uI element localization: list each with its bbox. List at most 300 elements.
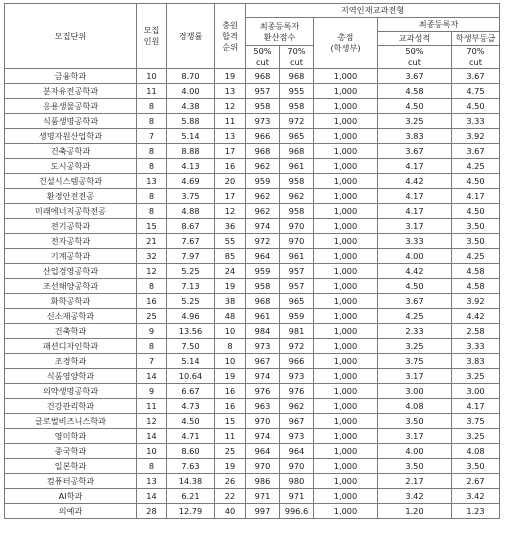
ratio-cell: 5.88	[167, 114, 215, 129]
ratio-cell: 4.50	[167, 414, 215, 429]
grade-70-cut-cell: 3.25	[452, 429, 500, 444]
grade-50-cut-cell: 4.00	[378, 444, 452, 459]
quota-cell: 7	[137, 129, 167, 144]
converted-70-cut-cell: 980	[280, 474, 314, 489]
additional-rank-cell: 25	[215, 444, 246, 459]
header-total-line1: 총점	[337, 32, 354, 42]
additional-rank-cell: 40	[215, 504, 246, 519]
converted-50-cut-cell: 959	[246, 264, 280, 279]
additional-rank-cell: 19	[215, 369, 246, 384]
header-additional-rank	[215, 4, 246, 69]
header-ratio	[167, 4, 215, 69]
additional-rank-cell: 12	[215, 99, 246, 114]
grade-50-cut-cell: 3.67	[378, 144, 452, 159]
header-grade-title: 최종등록자	[378, 18, 500, 32]
additional-rank-cell: 20	[215, 174, 246, 189]
header-addl-line1: 충원	[222, 19, 238, 30]
total-cell: 1,000	[314, 204, 378, 219]
converted-70-cut-cell: 964	[280, 444, 314, 459]
quota-cell: 10	[137, 444, 167, 459]
dept-cell: 조경학과	[5, 354, 137, 369]
total-cell: 1,000	[314, 129, 378, 144]
table-row	[5, 159, 500, 174]
converted-70-cut-cell: 961	[280, 159, 314, 174]
table-row	[5, 309, 500, 324]
header-grade-left: 교과성적	[378, 32, 452, 46]
table-row	[5, 129, 500, 144]
ratio-cell: 7.67	[167, 234, 215, 249]
grade-70-cut-cell: 3.67	[452, 144, 500, 159]
table-row	[5, 99, 500, 114]
quota-cell: 13	[137, 174, 167, 189]
total-cell: 1,000	[314, 489, 378, 504]
converted-70-cut-cell: 957	[280, 264, 314, 279]
quota-cell: 15	[137, 219, 167, 234]
header-grade-70-cut: cut	[469, 57, 482, 67]
dept-cell: 산업경영공학과	[5, 264, 137, 279]
ratio-cell: 5.14	[167, 354, 215, 369]
additional-rank-cell: 85	[215, 249, 246, 264]
dept-cell: 화학공학과	[5, 294, 137, 309]
converted-50-cut-cell: 997	[246, 504, 280, 519]
table-row	[5, 429, 500, 444]
admission-results-table	[4, 3, 500, 519]
grade-70-cut-cell: 4.08	[452, 444, 500, 459]
header-conv-70-pct: 70%	[287, 46, 306, 56]
quota-cell: 21	[137, 234, 167, 249]
ratio-cell: 7.63	[167, 459, 215, 474]
converted-70-cut-cell: 961	[280, 249, 314, 264]
converted-70-cut-cell: 970	[280, 234, 314, 249]
grade-70-cut-cell: 4.58	[452, 264, 500, 279]
additional-rank-cell: 13	[215, 84, 246, 99]
quota-cell: 8	[137, 144, 167, 159]
table-body	[5, 69, 500, 519]
additional-rank-cell: 11	[215, 429, 246, 444]
converted-70-cut-cell: 973	[280, 369, 314, 384]
total-cell: 1,000	[314, 324, 378, 339]
grade-50-cut-cell: 4.08	[378, 399, 452, 414]
grade-50-cut-cell: 3.75	[378, 354, 452, 369]
dept-cell: 일본학과	[5, 459, 137, 474]
total-cell: 1,000	[314, 504, 378, 519]
header-quota-line2: 인원	[143, 36, 160, 46]
total-cell: 1,000	[314, 429, 378, 444]
header-group-title: 지역인재교과전형	[246, 4, 500, 18]
grade-70-cut-cell: 4.42	[452, 309, 500, 324]
converted-50-cut-cell: 966	[246, 129, 280, 144]
converted-70-cut-cell: 973	[280, 429, 314, 444]
converted-50-cut-cell: 962	[246, 204, 280, 219]
converted-70-cut-cell: 958	[280, 204, 314, 219]
table-row	[5, 489, 500, 504]
grade-70-cut-cell: 1.23	[452, 504, 500, 519]
quota-cell: 8	[137, 159, 167, 174]
additional-rank-cell: 17	[215, 144, 246, 159]
converted-50-cut-cell: 968	[246, 294, 280, 309]
ratio-cell: 4.71	[167, 429, 215, 444]
total-cell: 1,000	[314, 399, 378, 414]
total-cell: 1,000	[314, 84, 378, 99]
additional-rank-cell: 17	[215, 189, 246, 204]
header-conv-70-cut: cut	[290, 57, 303, 67]
header-grade-50	[378, 46, 452, 69]
table-row	[5, 219, 500, 234]
header-conv-line1: 최종등록자	[259, 20, 300, 31]
table-row	[5, 114, 500, 129]
table-row	[5, 459, 500, 474]
total-cell: 1,000	[314, 384, 378, 399]
quota-cell: 14	[137, 429, 167, 444]
quota-cell: 14	[137, 489, 167, 504]
converted-70-cut-cell: 959	[280, 309, 314, 324]
dept-cell: 미래에너지공학전공	[5, 204, 137, 219]
grade-50-cut-cell: 3.42	[378, 489, 452, 504]
quota-cell: 7	[137, 354, 167, 369]
quota-cell: 11	[137, 399, 167, 414]
quota-cell: 8	[137, 114, 167, 129]
converted-50-cut-cell: 976	[246, 384, 280, 399]
table-row	[5, 444, 500, 459]
table-row	[5, 399, 500, 414]
grade-70-cut-cell: 3.33	[452, 114, 500, 129]
converted-70-cut-cell: 966	[280, 354, 314, 369]
total-cell: 1,000	[314, 174, 378, 189]
additional-rank-cell: 10	[215, 324, 246, 339]
dept-cell: 식품영양학과	[5, 369, 137, 384]
grade-50-cut-cell: 3.25	[378, 114, 452, 129]
converted-70-cut-cell: 958	[280, 174, 314, 189]
table-row	[5, 384, 500, 399]
ratio-cell: 6.67	[167, 384, 215, 399]
quota-cell: 13	[137, 474, 167, 489]
converted-50-cut-cell: 962	[246, 159, 280, 174]
converted-70-cut-cell: 958	[280, 99, 314, 114]
header-dept	[5, 4, 137, 69]
table-row	[5, 354, 500, 369]
additional-rank-cell: 48	[215, 309, 246, 324]
ratio-cell: 6.21	[167, 489, 215, 504]
total-cell: 1,000	[314, 189, 378, 204]
table-row	[5, 324, 500, 339]
converted-70-cut-cell: 962	[280, 399, 314, 414]
converted-70-cut-cell: 968	[280, 144, 314, 159]
grade-70-cut-cell: 4.25	[452, 249, 500, 264]
ratio-cell: 10.64	[167, 369, 215, 384]
converted-50-cut-cell: 961	[246, 309, 280, 324]
converted-70-cut-cell: 970	[280, 459, 314, 474]
table-row	[5, 294, 500, 309]
converted-50-cut-cell: 970	[246, 414, 280, 429]
converted-70-cut-cell: 996.6	[280, 504, 314, 519]
additional-rank-cell: 11	[215, 114, 246, 129]
additional-rank-cell: 22	[215, 489, 246, 504]
grade-50-cut-cell: 3.17	[378, 429, 452, 444]
dept-cell: 식품생명공학과	[5, 114, 137, 129]
dept-cell: 글로벌비즈니스학과	[5, 414, 137, 429]
ratio-cell: 5.14	[167, 129, 215, 144]
grade-50-cut-cell: 3.67	[378, 294, 452, 309]
additional-rank-cell: 36	[215, 219, 246, 234]
converted-50-cut-cell: 970	[246, 459, 280, 474]
dept-cell: 전자공학과	[5, 234, 137, 249]
header-addl-line3: 순위	[222, 41, 238, 52]
table-row	[5, 474, 500, 489]
total-cell: 1,000	[314, 249, 378, 264]
header-conv-50-pct: 50%	[253, 46, 272, 56]
grade-50-cut-cell: 4.42	[378, 264, 452, 279]
quota-cell: 11	[137, 84, 167, 99]
converted-50-cut-cell: 974	[246, 219, 280, 234]
quota-cell: 8	[137, 204, 167, 219]
header-grade-50-cut: cut	[408, 57, 421, 67]
header-conv-line2: 환산점수	[263, 31, 296, 42]
grade-50-cut-cell: 4.17	[378, 204, 452, 219]
ratio-cell: 4.88	[167, 204, 215, 219]
table-row	[5, 234, 500, 249]
converted-70-cut-cell: 962	[280, 189, 314, 204]
quota-cell: 8	[137, 279, 167, 294]
ratio-cell: 4.69	[167, 174, 215, 189]
grade-50-cut-cell: 3.50	[378, 414, 452, 429]
additional-rank-cell: 19	[215, 459, 246, 474]
quota-cell: 8	[137, 459, 167, 474]
grade-50-cut-cell: 3.17	[378, 219, 452, 234]
ratio-cell: 4.38	[167, 99, 215, 114]
table-header	[5, 4, 500, 69]
grade-50-cut-cell: 4.25	[378, 309, 452, 324]
grade-70-cut-cell: 3.75	[452, 414, 500, 429]
header-grade-50-pct: 50%	[405, 46, 424, 56]
total-cell: 1,000	[314, 354, 378, 369]
dept-cell: 응용생물공학과	[5, 99, 137, 114]
quota-cell: 12	[137, 264, 167, 279]
converted-70-cut-cell: 976	[280, 384, 314, 399]
converted-50-cut-cell: 971	[246, 489, 280, 504]
converted-50-cut-cell: 963	[246, 399, 280, 414]
total-cell: 1,000	[314, 309, 378, 324]
total-cell: 1,000	[314, 459, 378, 474]
dept-cell: 패션디자인학과	[5, 339, 137, 354]
grade-70-cut-cell: 4.50	[452, 174, 500, 189]
grade-70-cut-cell: 2.58	[452, 324, 500, 339]
grade-70-cut-cell: 3.50	[452, 459, 500, 474]
additional-rank-cell: 16	[215, 399, 246, 414]
quota-cell: 8	[137, 99, 167, 114]
ratio-cell: 7.50	[167, 339, 215, 354]
converted-70-cut-cell: 981	[280, 324, 314, 339]
table-row	[5, 204, 500, 219]
total-cell: 1,000	[314, 159, 378, 174]
additional-rank-cell: 10	[215, 354, 246, 369]
ratio-cell: 7.97	[167, 249, 215, 264]
grade-50-cut-cell: 3.00	[378, 384, 452, 399]
table-row	[5, 84, 500, 99]
additional-rank-cell: 19	[215, 279, 246, 294]
grade-70-cut-cell: 3.50	[452, 219, 500, 234]
table-row	[5, 189, 500, 204]
quota-cell: 10	[137, 69, 167, 84]
header-conv-50	[246, 46, 280, 69]
dept-cell: 도시공학과	[5, 159, 137, 174]
table-row	[5, 69, 500, 84]
grade-70-cut-cell: 3.25	[452, 369, 500, 384]
dept-cell: 전기공학과	[5, 219, 137, 234]
header-grade-70-pct: 70%	[466, 46, 485, 56]
quota-cell: 32	[137, 249, 167, 264]
dept-cell: 기계공학과	[5, 249, 137, 264]
grade-70-cut-cell: 4.50	[452, 204, 500, 219]
dept-cell: 건축공학과	[5, 144, 137, 159]
ratio-cell: 12.79	[167, 504, 215, 519]
header-addl-line2: 합격	[222, 30, 238, 41]
grade-50-cut-cell: 3.17	[378, 369, 452, 384]
total-cell: 1,000	[314, 369, 378, 384]
additional-rank-cell: 8	[215, 339, 246, 354]
grade-50-cut-cell: 2.33	[378, 324, 452, 339]
table-row	[5, 144, 500, 159]
dept-cell: 분자유전공학과	[5, 84, 137, 99]
dept-cell: 컴퓨터공학과	[5, 474, 137, 489]
table-row	[5, 264, 500, 279]
dept-cell: 영미학과	[5, 429, 137, 444]
converted-50-cut-cell: 964	[246, 444, 280, 459]
header-total-line2: (학생부)	[330, 43, 361, 53]
converted-70-cut-cell: 967	[280, 414, 314, 429]
header-grade-right: 학생부등급	[452, 32, 500, 46]
quota-cell: 9	[137, 324, 167, 339]
ratio-cell: 8.60	[167, 444, 215, 459]
quota-cell: 14	[137, 369, 167, 384]
dept-cell: 건설시스템공학과	[5, 174, 137, 189]
header-ratio-label: 경쟁률	[178, 30, 203, 41]
converted-70-cut-cell: 957	[280, 279, 314, 294]
additional-rank-cell: 55	[215, 234, 246, 249]
header-quota	[137, 4, 167, 69]
converted-50-cut-cell: 964	[246, 249, 280, 264]
grade-50-cut-cell: 3.83	[378, 129, 452, 144]
converted-70-cut-cell: 972	[280, 114, 314, 129]
converted-50-cut-cell: 972	[246, 234, 280, 249]
total-cell: 1,000	[314, 69, 378, 84]
converted-50-cut-cell: 974	[246, 429, 280, 444]
grade-70-cut-cell: 3.33	[452, 339, 500, 354]
converted-50-cut-cell: 968	[246, 144, 280, 159]
total-cell: 1,000	[314, 414, 378, 429]
total-cell: 1,000	[314, 474, 378, 489]
quota-cell: 28	[137, 504, 167, 519]
ratio-cell: 4.73	[167, 399, 215, 414]
converted-70-cut-cell: 971	[280, 489, 314, 504]
additional-rank-cell: 16	[215, 159, 246, 174]
converted-50-cut-cell: 986	[246, 474, 280, 489]
additional-rank-cell: 26	[215, 474, 246, 489]
converted-50-cut-cell: 973	[246, 339, 280, 354]
dept-cell: 금융학과	[5, 69, 137, 84]
table-row	[5, 249, 500, 264]
grade-50-cut-cell: 3.50	[378, 459, 452, 474]
grade-50-cut-cell: 4.17	[378, 159, 452, 174]
converted-70-cut-cell: 972	[280, 339, 314, 354]
table-row	[5, 414, 500, 429]
grade-70-cut-cell: 4.17	[452, 399, 500, 414]
grade-50-cut-cell: 3.67	[378, 69, 452, 84]
dept-cell: 건강관리학과	[5, 399, 137, 414]
grade-70-cut-cell: 3.83	[452, 354, 500, 369]
total-cell: 1,000	[314, 444, 378, 459]
dept-cell: 생명자원산업학과	[5, 129, 137, 144]
ratio-cell: 8.88	[167, 144, 215, 159]
grade-70-cut-cell: 4.75	[452, 84, 500, 99]
grade-70-cut-cell: 3.00	[452, 384, 500, 399]
ratio-cell: 8.67	[167, 219, 215, 234]
dept-cell: 건축학과	[5, 324, 137, 339]
total-cell: 1,000	[314, 294, 378, 309]
converted-50-cut-cell: 959	[246, 174, 280, 189]
converted-70-cut-cell: 968	[280, 69, 314, 84]
ratio-cell: 4.00	[167, 84, 215, 99]
converted-70-cut-cell: 955	[280, 84, 314, 99]
additional-rank-cell: 19	[215, 69, 246, 84]
dept-cell: 조선해양공학과	[5, 279, 137, 294]
grade-70-cut-cell: 4.50	[452, 99, 500, 114]
total-cell: 1,000	[314, 144, 378, 159]
total-cell: 1,000	[314, 234, 378, 249]
header-converted-score	[246, 18, 314, 46]
table-row	[5, 174, 500, 189]
additional-rank-cell: 38	[215, 294, 246, 309]
grade-70-cut-cell: 4.58	[452, 279, 500, 294]
grade-50-cut-cell: 4.50	[378, 99, 452, 114]
dept-cell: 중국학과	[5, 444, 137, 459]
header-conv-70	[280, 46, 314, 69]
converted-50-cut-cell: 967	[246, 354, 280, 369]
quota-cell: 8	[137, 339, 167, 354]
table-row	[5, 279, 500, 294]
header-conv-50-cut: cut	[256, 57, 269, 67]
ratio-cell: 7.13	[167, 279, 215, 294]
header-dept-label: 모집단위	[54, 30, 87, 41]
converted-70-cut-cell: 970	[280, 219, 314, 234]
ratio-cell: 13.56	[167, 324, 215, 339]
dept-cell: 의약생명공학과	[5, 384, 137, 399]
quota-cell: 9	[137, 384, 167, 399]
total-cell: 1,000	[314, 219, 378, 234]
quota-cell: 25	[137, 309, 167, 324]
ratio-cell: 4.96	[167, 309, 215, 324]
additional-rank-cell: 12	[215, 204, 246, 219]
converted-50-cut-cell: 957	[246, 84, 280, 99]
ratio-cell: 5.25	[167, 264, 215, 279]
ratio-cell: 14.38	[167, 474, 215, 489]
total-cell: 1,000	[314, 339, 378, 354]
grade-70-cut-cell: 3.42	[452, 489, 500, 504]
converted-50-cut-cell: 973	[246, 114, 280, 129]
grade-70-cut-cell: 3.67	[452, 69, 500, 84]
total-cell: 1,000	[314, 279, 378, 294]
additional-rank-cell: 16	[215, 384, 246, 399]
ratio-cell: 4.13	[167, 159, 215, 174]
total-cell: 1,000	[314, 114, 378, 129]
ratio-cell: 5.25	[167, 294, 215, 309]
converted-50-cut-cell: 974	[246, 369, 280, 384]
additional-rank-cell: 24	[215, 264, 246, 279]
quota-cell: 12	[137, 414, 167, 429]
ratio-cell: 3.75	[167, 189, 215, 204]
dept-cell: AI학과	[5, 489, 137, 504]
additional-rank-cell: 15	[215, 414, 246, 429]
total-cell: 1,000	[314, 264, 378, 279]
